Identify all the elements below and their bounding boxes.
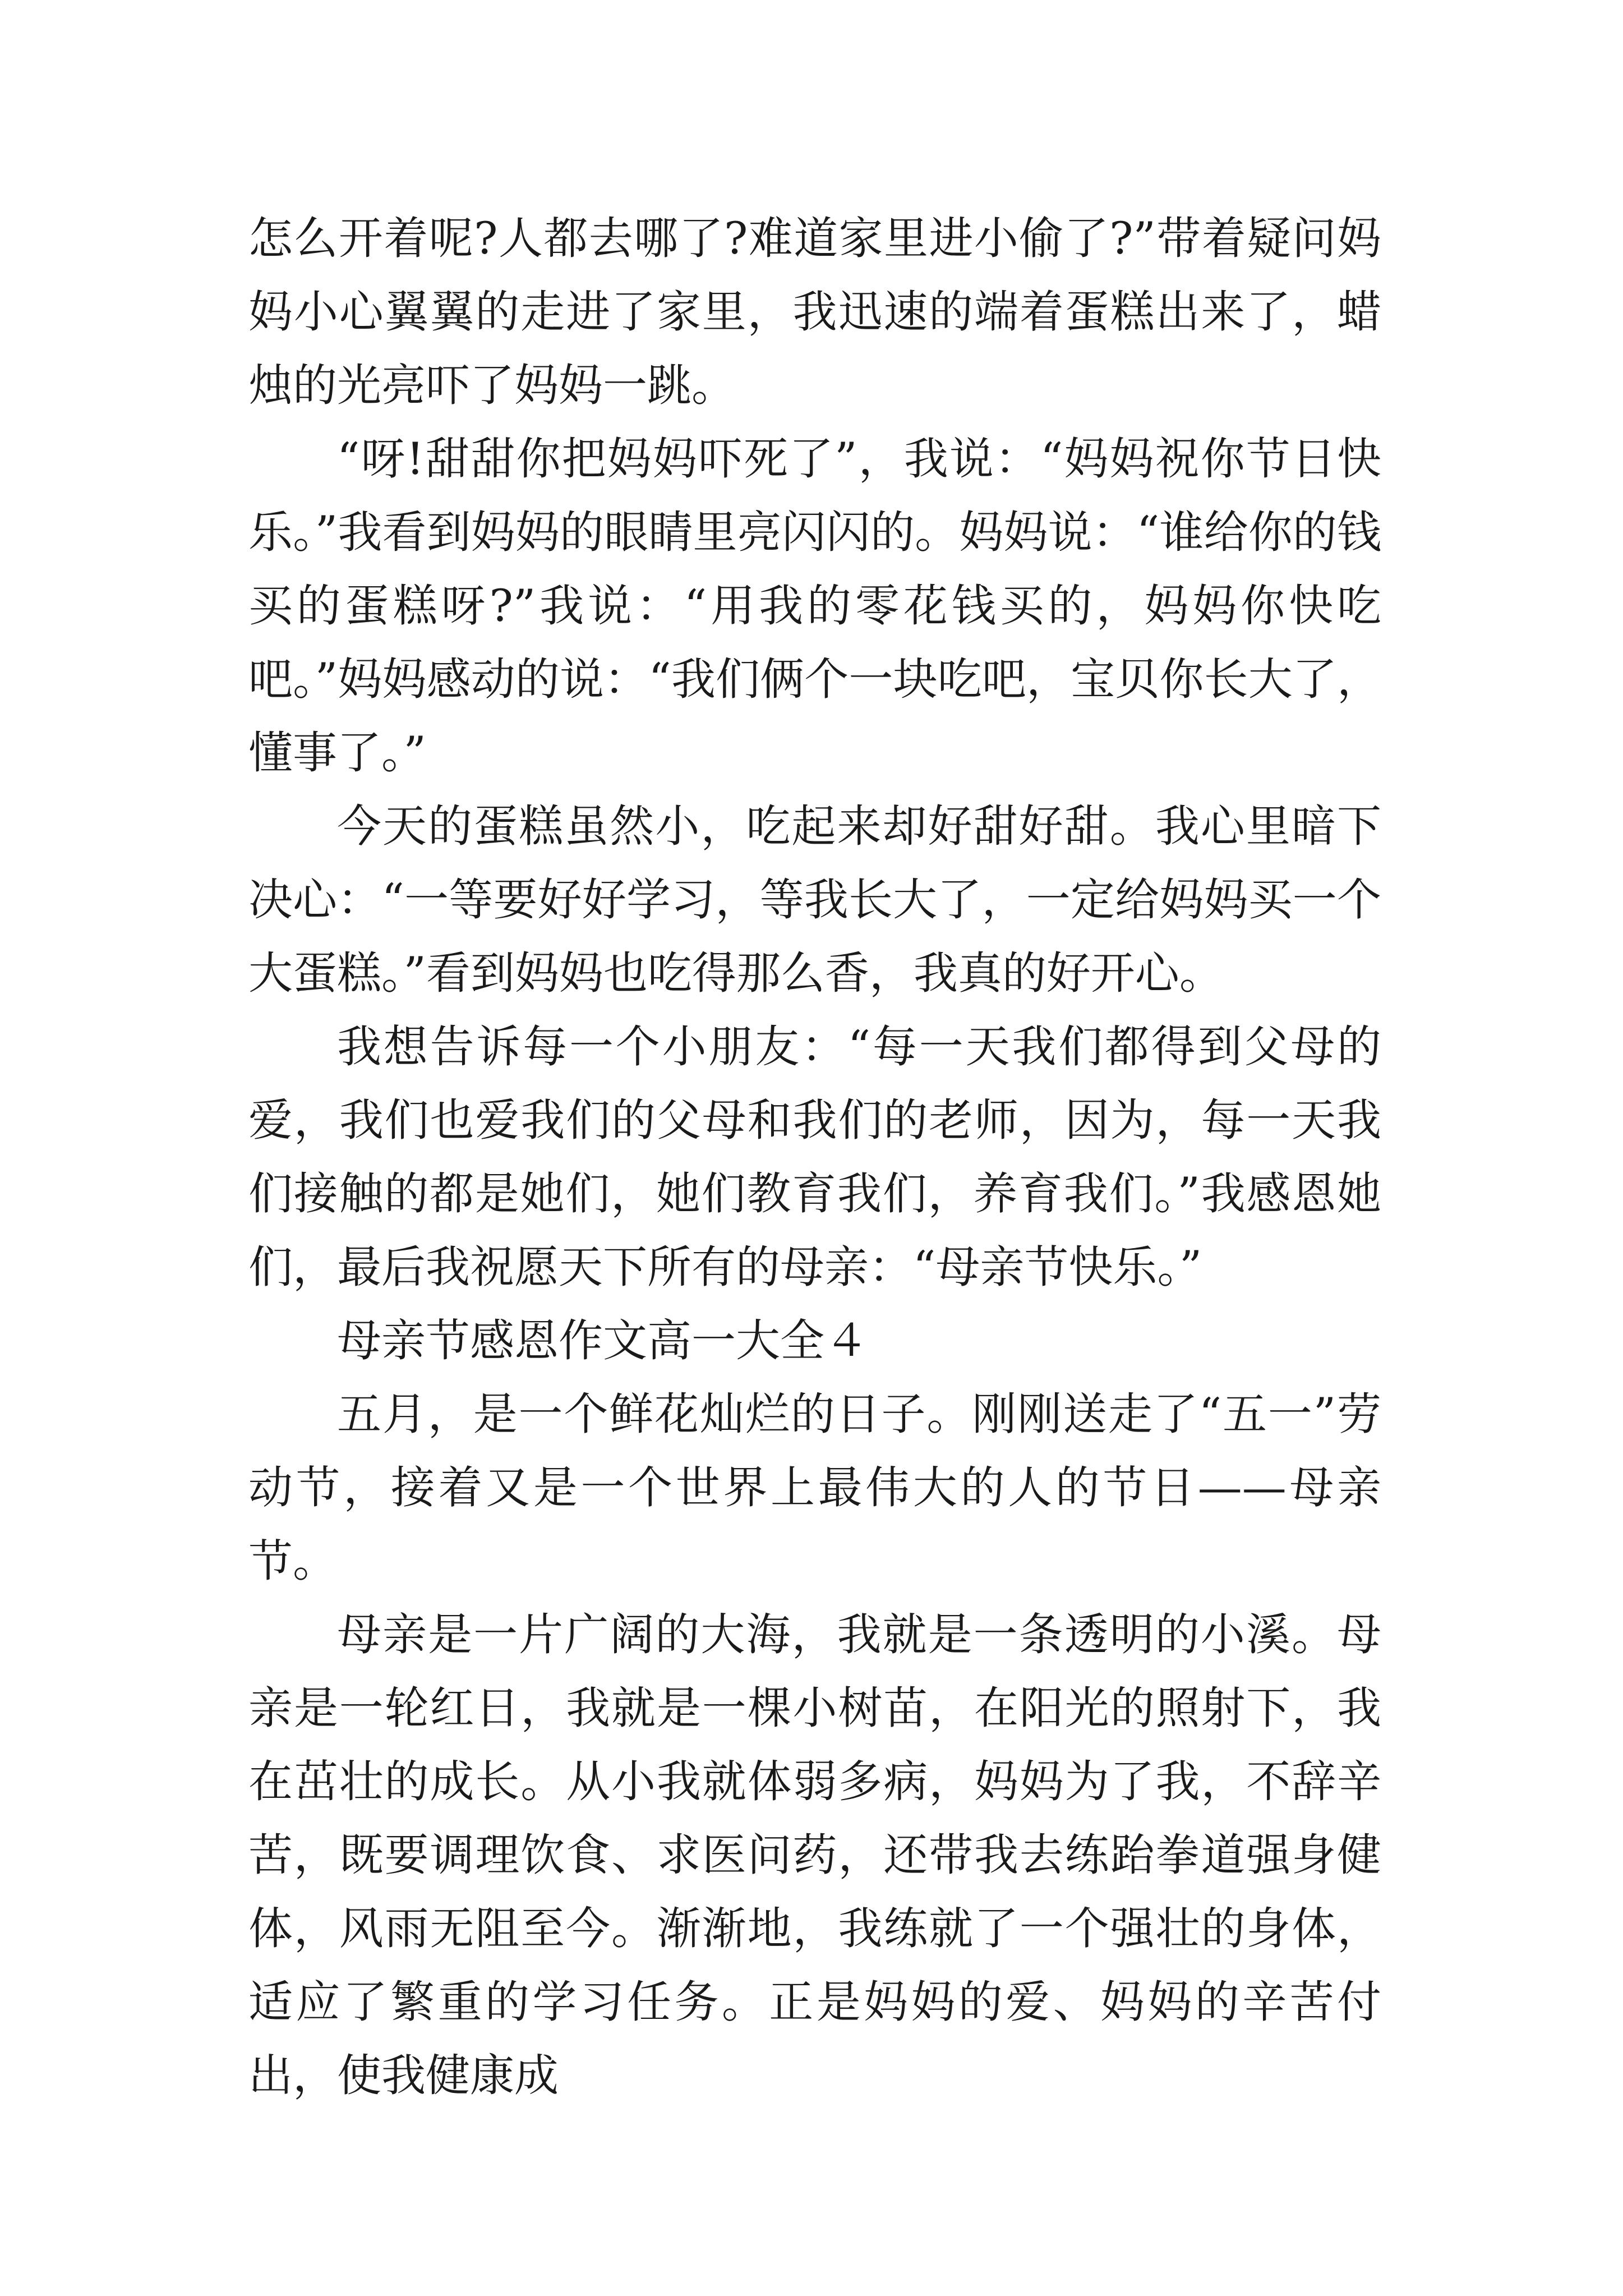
section-title: 母亲节感恩作文高一大全４	[337, 1315, 869, 1366]
paragraph-continued: 怎么开着呢?人都去哪了?难道家里进小偷了?”带着疑问妈妈小心翼翼的走进了家里，我迅速的端着蛋糕出来了，蜡烛的光亮吓了妈妈一跳。	[248, 213, 1381, 411]
paragraph: “呀!甜甜你把妈妈吓死了”，我说：“妈妈祝你节日快乐。”我看到妈妈的眼睛里亮闪闪的。妈妈说：“谁给你的钱买的蛋糕呀?”我说：“用我的零花钱买的，妈妈你快吃吧。”妈妈感动的说：“我们俩个一块吃吧，宝贝你长大了，懂事了。”	[248, 433, 1381, 779]
paragraph: 母亲是一片广阔的大海，我就是一条透明的小溪。母亲是一轮红日，我就是一棵小树苗，在阳光的照射下，我在茁壮的成长。从小我就体弱多病，妈妈为了我，不辞辛苦，既要调理饮食、求医问药，还带我去练跆拳道强身健体，风雨无阻至今。渐渐地，我练就了一个强壮的身体，适应了繁重的学习任务。正是妈妈的爱、妈妈的辛苦付出，使我健康成	[248, 1609, 1381, 2101]
body-text	[248, 202, 1381, 2113]
paragraph: 今天的蛋糕虽然小，吃起来却好甜好甜。我心里暗下决心：“一等要好好学习，等我长大了，一定给妈妈买一个大蛋糕。”看到妈妈也吃得那么香，我真的好开心。	[248, 800, 1381, 999]
paragraph: 我想告诉每一个小朋友：“每一天我们都得到父母的爱，我们也爱我们的父母和我们的老师，因为，每一天我们接触的都是她们，她们教育我们，养育我们。”我感恩她们，最后我祝愿天下所有的母亲：“母亲节快乐。”	[248, 1021, 1381, 1293]
paragraph: 五月，是一个鲜花灿烂的日子。刚刚送走了“五一”劳动节，接着又是一个世界上最伟大的人的节日——母亲节。	[248, 1388, 1381, 1587]
